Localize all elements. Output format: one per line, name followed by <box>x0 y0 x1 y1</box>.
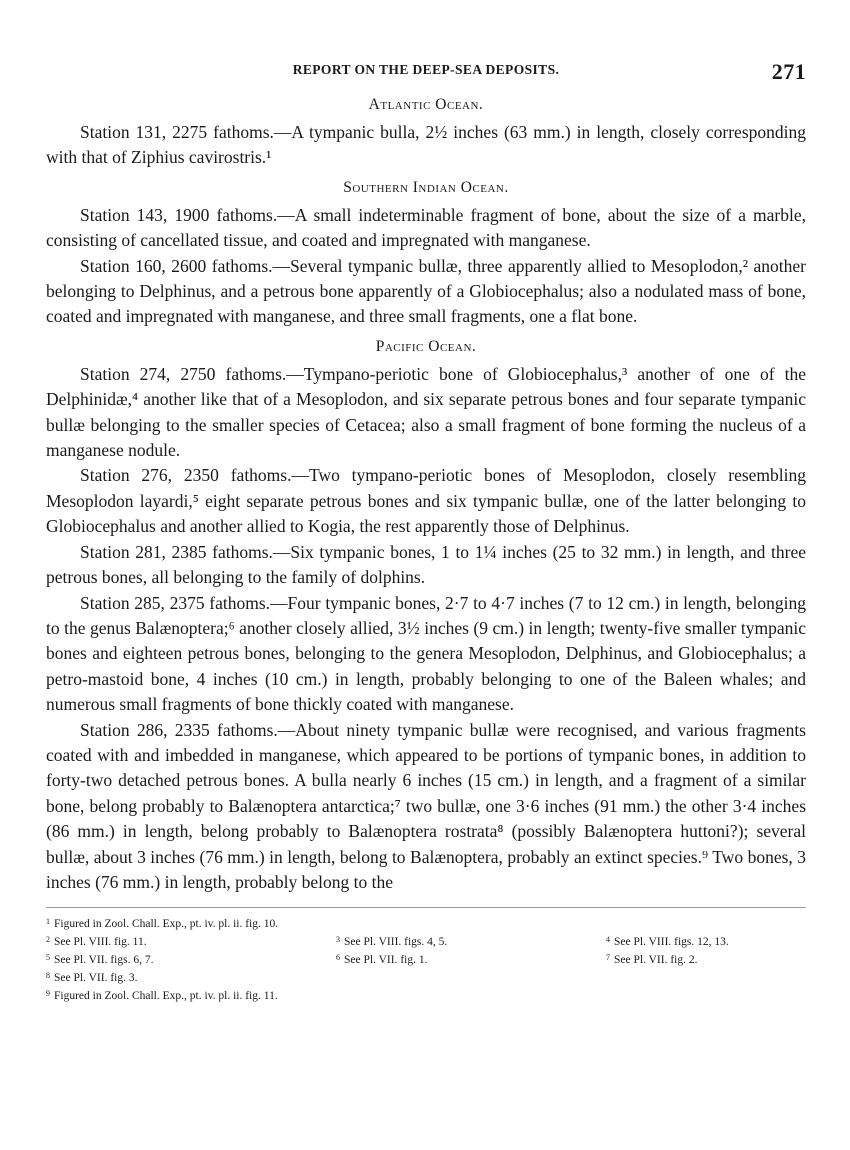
section-heading-pacific: Pacific Ocean. <box>375 337 477 355</box>
footnote-9: $^9$ Figured in Zool. Chall. Exp., pt. iv. pl. ii. fig. 11. <box>46 989 278 1003</box>
footnote-3: $^3$ See Pl. VIII. figs. 4, 5. <box>336 935 448 949</box>
footnote-2: $^2$ See Pl. VIII. fig. 11. <box>46 935 147 949</box>
entry-station-281: Station 281, 2385 fathoms.—Six tympanic bones, 1 to 1¼ inches (25 to 32 mm.) in length, and three petrous bones, all belonging to the family of dolphins. <box>46 541 806 588</box>
entry-station-276: Station 276, 2350 fathoms.—Two tympano-periotic bones of Mesoplodon, closely resembling Mesoplodon layardi,⁵ eight separate petrous bones and six tympanic bullæ, one of the latter belonging to Globiocephalus and another allied to Kogia, the rest apparently those of Delphinus. <box>46 465 806 537</box>
footnote-7: $^7$ See Pl. VII. fig. 2. <box>606 953 698 967</box>
running-head-title: REPORT ON THE DEEP-SEA DEPOSITS. <box>292 62 560 77</box>
entry-station-286: Station 286, 2335 fathoms.—About ninety tympanic bullæ were recognised, and various fragments coated with and imbedded in manganese, which appeared to be portions of tympanic bones, in addition to forty-two detached petrous bones. A bulla nearly 6 inches (15 cm.) in length, and a fragment of a similar bone, belong probably to Balænoptera antarctica;⁷ two bullæ, one 3·6 inches (91 mm.) the other 3·4 inches (86 mm.) in length, belong probably to Balænoptera rostrata⁸ (possibly Balænoptera huttoni?); several bullæ, about 3 inches (76 mm.) in length, belong to Balænoptera, probably an extinct species.⁹ Two bones, 3 inches (76 mm.) in length, probably belong to the <box>46 719 806 892</box>
footnote-1: $^1$ Figured in Zool. Chall. Exp., pt. iv. pl. ii. fig. 10. <box>46 917 279 931</box>
entry-station-160: Station 160, 2600 fathoms.—Several tympanic bullæ, three apparently allied to Mesoplodon,² another belonging to Delphinus, and a petrous bone apparently of a Globiocephalus; also a nodulated mass of bone, coated and impregnated with manganese, and three small fragments, one a flat bone. <box>46 255 806 327</box>
document-page <box>46 52 806 1004</box>
footnote-placeholder <box>606 914 806 932</box>
entry-station-285: Station 285, 2375 fathoms.—Four tympanic bones, 2·7 to 4·7 inches (7 to 12 cm.) in length, belonging to the genus Balænoptera;⁶ another closely allied, 3½ inches (9 cm.) in length; twenty-five smaller tympanic bones and eighteen petrous bones, belonging to the genera Mesoplodon, Delphinus, and Globiocephalus; a petro-mastoid bone, 4 inches (10 cm.) in length, probably belonging to one of the Baleen whales; and numerous small fragments of bone thickly coated with manganese. <box>46 592 806 715</box>
entry-station-131: Station 131, 2275 fathoms.—A tympanic bulla, 2½ inches (63 mm.) in length, closely corresponding with that of Ziphius cavirostris.¹ <box>46 122 806 168</box>
footnote-6: $^6$ See Pl. VII. fig. 1. <box>336 953 428 967</box>
footnote-4: $^4$ See Pl. VIII. figs. 12, 13. <box>606 935 729 949</box>
footnote-8: $^8$ See Pl. VII. fig. 3. <box>46 971 138 985</box>
running-head <box>46 52 806 88</box>
footnote-divider <box>46 907 806 908</box>
page-number: 271 <box>771 59 806 84</box>
section-heading-atlantic: Atlantic Ocean. <box>368 96 484 113</box>
footnotes <box>46 914 806 1004</box>
entry-station-143: Station 143, 1900 fathoms.—A small indeterminable fragment of bone, about the size of a marble, consisting of cancellated tissue, and coated and impregnated with manganese. <box>46 204 806 251</box>
entry-station-274: Station 274, 2750 fathoms.—Tympano-periotic bone of Globiocephalus,³ another of one of the Delphinidæ,⁴ another like that of a Mesoplodon, and six separate petrous bones and four separate tympanic bullæ belonging to the smaller species of Cetacea; also a small fragment of bone forming the nucleus of a manganese nodule. <box>46 363 806 461</box>
section-heading-southern-indian: Southern Indian Ocean. <box>343 178 509 196</box>
footnote-5: $^5$ See Pl. VII. figs. 6, 7. <box>46 953 154 967</box>
